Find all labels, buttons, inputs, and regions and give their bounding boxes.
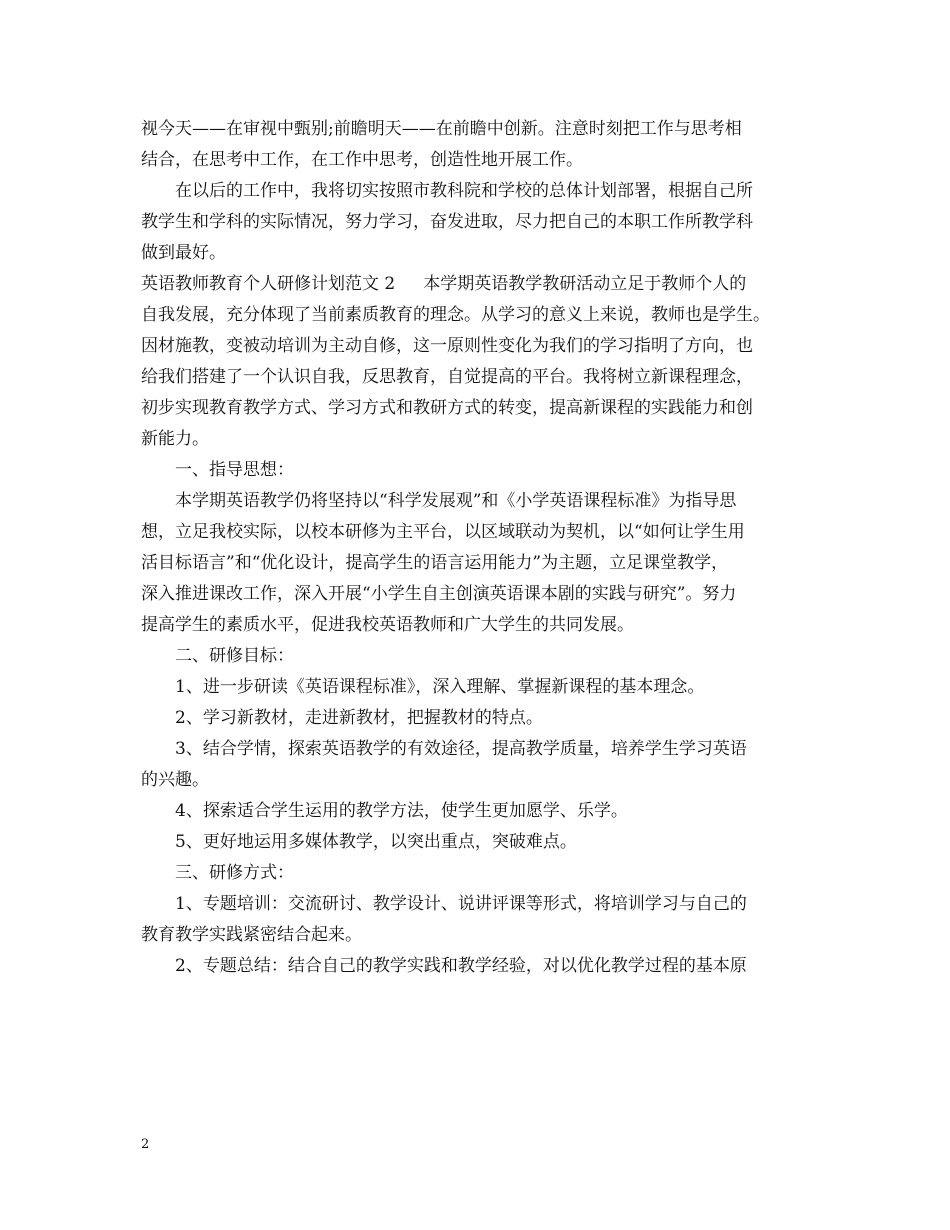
- goal-item-5: 5、更好地运用多媒体教学，以突出重点，突破难点。: [175, 832, 577, 852]
- document-body: [141, 114, 831, 982]
- text-line-9: 给我们搭建了一个认识自我，反思教育，自觉提高的平台。我将树立新课程理念，: [141, 367, 753, 387]
- page-number: 2: [141, 1137, 150, 1152]
- text-line-17: 提高学生的素质水平，促进我校英语教师和广大学生的共同发展。: [141, 615, 634, 635]
- goal-item-2: 2、学习新教材，走进新教材，把握教材的特点。: [175, 708, 543, 728]
- method-item-2: 2、专题总结：结合自己的教学实践和教学经验，对以优化教学过程的基本原: [175, 956, 747, 976]
- text-line-7: 自我发展，充分体现了当前素质教育的理念。从学习的意义上来说，教师也是学生。: [141, 305, 770, 325]
- text-line-2: 结合，在思考中工作，在工作中思考，创造性地开展工作。: [141, 150, 583, 170]
- text-line-15: 活目标语言”和“优化设计，提高学生的语言运用能力”为主题，立足课堂教学，: [141, 553, 729, 573]
- text-line-10: 初步实现教育教学方式、学习方式和教研方式的转变，提高新课程的实践能力和创: [141, 398, 753, 418]
- goal-item-4: 4、探索适合学生运用的教学方法，使学生更加愿学、乐学。: [175, 801, 628, 821]
- method-item-1: 1、专题培训：交流研讨、教学设计、说讲评课等形式，将培训学习与自己的: [175, 894, 747, 914]
- goal-item-1: 1、进一步研读《英语课程标准》，深入理解、掌握新课程的基本理念。: [175, 677, 705, 697]
- text-line-8: 因材施教，变被动培训为主动自修，这一原则性变化为我们的学习指明了方向，也: [141, 336, 753, 356]
- text-line-4: 教学生和学科的实际情况，努力学习，奋发进取，尽力把自己的本职工作所教学科: [141, 212, 753, 232]
- title-line: [141, 269, 831, 300]
- goal-item-3-continued: 的兴趣。: [141, 770, 209, 790]
- section-heading-guiding-ideas: 一、指导思想：: [175, 460, 294, 480]
- document-title: 英语教师教育个人研修计划范文 2: [141, 274, 396, 294]
- section-heading-methods: 三、研修方式：: [175, 863, 294, 883]
- text-line-5: 做到最好。: [141, 243, 226, 263]
- method-item-1-continued: 教育教学实践紧密结合起来。: [141, 925, 362, 945]
- text-line-11: 新能力。: [141, 429, 209, 449]
- text-line-3: 在以后的工作中，我将切实按照市教科院和学校的总体计划部署，根据自己所: [175, 181, 753, 201]
- text-line-1: 视今天——在审视中甄别;前瞻明天——在前瞻中创新。注意时刻把工作与思考相: [141, 119, 742, 139]
- text-line-16: 深入推进课改工作，深入开展“小学生自主创演英语课本剧的实践与研究”。努力: [141, 584, 737, 604]
- text-line-14: 想，立足我校实际，以校本研修为主平台，以区域联动为契机，以“如何让学生用: [141, 522, 745, 542]
- title-line-text: 本学期英语教学教研活动立足于教师个人的: [423, 274, 747, 294]
- text-line-13: 本学期英语教学仍将坚持以“科学发展观”和《小学英语课程标准》为指导思: [175, 491, 737, 511]
- section-heading-goals: 二、研修目标：: [175, 646, 294, 666]
- goal-item-3: 3、结合学情，探索英语教学的有效途径，提高教学质量，培养学生学习英语: [175, 739, 747, 759]
